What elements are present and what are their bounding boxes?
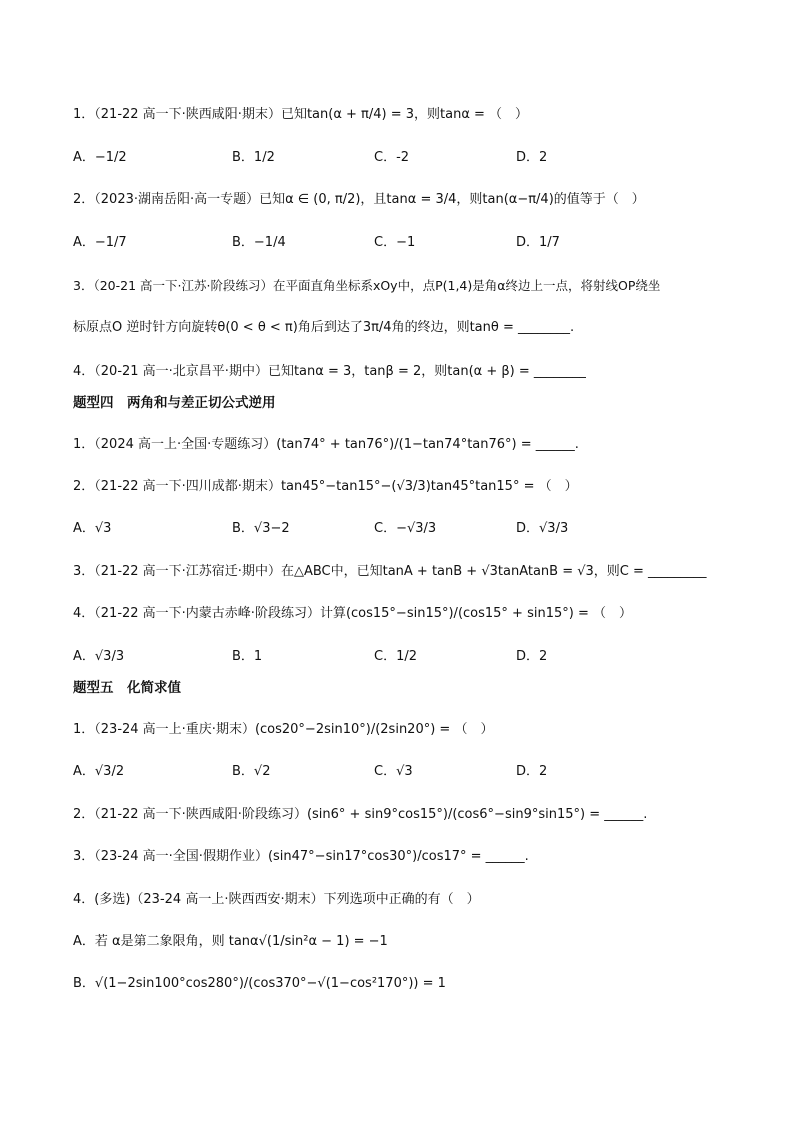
q-a1-option-b: B．1/2 xyxy=(232,150,275,165)
question-a3-line1: 3．（20-21 高一下·江苏·阶段练习）在平面直角坐标系xOy中，点P(1,4)是角α终边上一点，将射线OP绕坐 xyxy=(73,278,661,293)
q-a2-option-b: B．−1/4 xyxy=(232,235,286,250)
q-a2-option-d: D．1/7 xyxy=(516,235,560,250)
q-b4-option-c: C．1/2 xyxy=(374,649,417,664)
q-c1-option-b: B．√2 xyxy=(232,764,271,779)
q-a1-option-c: C．-2 xyxy=(374,150,410,165)
q-a2-option-c: C．−1 xyxy=(374,235,416,250)
q-a2-option-a: A．−1/7 xyxy=(73,235,127,250)
question-a2-stem: 2．（2023·湖南岳阳·高一专题）已知α ∈ (0, π/2)，且tanα = 3/4，则tan(α−π/4)的值等于（ ） xyxy=(73,192,645,207)
question-c1-stem: 1．（23-24 高一上·重庆·期末）(cos20°−2sin10°)/(2sin20°) = （ ） xyxy=(73,722,494,737)
q-a1-option-d: D．2 xyxy=(516,150,548,165)
q-c4-option-a: A．若 α是第二象限角，则 tanα√(1/sin²α − 1) = −1 xyxy=(73,934,388,949)
q-b2-option-d: D．√3/3 xyxy=(516,521,569,536)
q-c1-option-c: C．√3 xyxy=(374,764,413,779)
q-b4-option-d: D．2 xyxy=(516,649,548,664)
question-b3-stem: 3．（21-22 高一下·江苏宿迁·期中）在△ABC中，已知tanA + tanB + √3tanAtanB = √3，则C = _________ xyxy=(73,564,707,579)
q-b2-option-c: C．−√3/3 xyxy=(374,521,437,536)
question-a1-stem: 1．（21-22 高一下·陕西咸阳·期末）已知tan(α + π/4) = 3，则tanα = （ ） xyxy=(73,107,529,122)
q-a1-option-a: A．−1/2 xyxy=(73,150,127,165)
section-5-title: 题型五 化简求值 xyxy=(73,680,181,696)
q-b4-option-b: B．1 xyxy=(232,649,263,664)
q-c1-option-d: D．2 xyxy=(516,764,548,779)
question-a4-stem: 4．（20-21 高一·北京昌平·期中）已知tanα = 3，tanβ = 2，则tan(α + β) = ________ xyxy=(73,364,586,379)
q-b2-option-b: B．√3−2 xyxy=(232,521,290,536)
question-b4-stem: 4．（21-22 高一下·内蒙古赤峰·阶段练习）计算(cos15°−sin15°)/(cos15° + sin15°) = （ ） xyxy=(73,606,632,621)
q-c4-option-b: B．√(1−2sin100°cos280°)/(cos370°−√(1−cos²170°)) = 1 xyxy=(73,976,446,991)
section-4-title: 题型四 两角和与差正切公式逆用 xyxy=(73,395,276,411)
question-b1-stem: 1．（2024 高一上·全国·专题练习）(tan74° + tan76°)/(1−tan74°tan76°) = ______. xyxy=(73,437,579,452)
question-c2-stem: 2．（21-22 高一下·陕西咸阳·阶段练习）(sin6° + sin9°cos15°)/(cos6°−sin9°sin15°) = ______. xyxy=(73,807,648,822)
question-b2-stem: 2．（21-22 高一下·四川成都·期末）tan45°−tan15°−(√3/3)tan45°tan15° = （ ） xyxy=(73,479,578,494)
q-c1-option-a: A．√3/2 xyxy=(73,764,125,779)
q-b4-option-a: A．√3/3 xyxy=(73,649,125,664)
question-c4-stem: 4．(多选)（23-24 高一上·陕西西安·期末）下列选项中正确的有（ ） xyxy=(73,892,480,907)
question-a3-line2: 标原点O 逆时针方向旋转θ(0 < θ < π)角后到达了3π/4角的终边，则tanθ = ________. xyxy=(73,320,575,335)
question-c3-stem: 3．（23-24 高一·全国·假期作业）(sin47°−sin17°cos30°)/cos17° = ______. xyxy=(73,849,529,864)
q-b2-option-a: A．√3 xyxy=(73,521,112,536)
